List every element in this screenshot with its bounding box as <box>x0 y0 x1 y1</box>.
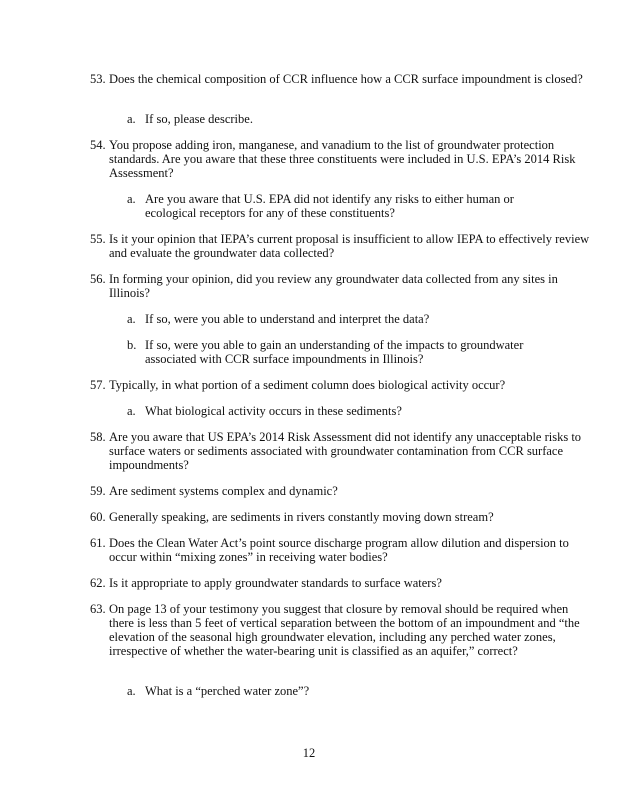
question-number: 61. <box>90 536 106 550</box>
question-number: 60. <box>90 510 106 524</box>
question-number: 56. <box>90 272 106 286</box>
question-text: Typically, in what portion of a sediment column does biological activity occur? <box>109 378 506 392</box>
subquestion-63a <box>127 684 557 698</box>
page-number: 12 <box>302 746 316 760</box>
subquestion-letter: a. <box>127 192 136 206</box>
question-number: 59. <box>90 484 106 498</box>
question-text: Is it your opinion that IEPA’s current proposal is insufficient to allow IEPA to effectively review and evaluate the groundwater data collected? <box>109 232 590 260</box>
subquestion-text: What biological activity occurs in these sediments? <box>145 404 402 418</box>
subquestion-54a <box>127 192 557 220</box>
subquestion-56a <box>127 312 557 326</box>
question-text: Are you aware that US EPA’s 2014 Risk Assessment did not identify any unacceptable risks to surface waters or sediments associated with groundwater contamination from CCR surface impoundments? <box>109 430 582 472</box>
question-number: 54. <box>90 138 106 152</box>
subquestion-text: If so, were you able to understand and interpret the data? <box>145 312 430 326</box>
question-57 <box>90 378 590 392</box>
question-56 <box>90 272 590 300</box>
subquestion-letter: a. <box>127 112 136 126</box>
subquestion-letter: b. <box>127 338 137 352</box>
question-number: 53. <box>90 72 106 86</box>
question-text: You propose adding iron, manganese, and vanadium to the list of groundwater protection standards. Are you aware that these three constituents were included in U.S. EPA’s 2014 Risk Assessment? <box>109 138 576 180</box>
question-text: Is it appropriate to apply groundwater standards to surface waters? <box>109 576 442 590</box>
question-text: Are sediment systems complex and dynamic? <box>109 484 338 498</box>
question-63 <box>90 602 590 658</box>
question-54 <box>90 138 590 180</box>
subquestion-text: If so, were you able to gain an understanding of the impacts to groundwater associated with CCR surface impoundments in Illinois? <box>145 338 524 366</box>
subquestion-letter: a. <box>127 684 136 698</box>
question-number: 58. <box>90 430 106 444</box>
question-55 <box>90 232 590 260</box>
subquestion-text: What is a “perched water zone”? <box>145 684 310 698</box>
question-53 <box>90 72 590 86</box>
question-61 <box>90 536 590 564</box>
subquestion-53a <box>127 112 557 126</box>
subquestion-letter: a. <box>127 404 136 418</box>
question-number: 55. <box>90 232 106 246</box>
question-number: 57. <box>90 378 106 392</box>
question-number: 63. <box>90 602 106 616</box>
question-number: 62. <box>90 576 106 590</box>
question-58 <box>90 430 590 472</box>
subquestion-text: Are you aware that U.S. EPA did not identify any risks to either human or ecological receptors for any of these constituents? <box>145 192 514 220</box>
subquestion-57a <box>127 404 557 418</box>
question-text: In forming your opinion, did you review any groundwater data collected from any sites in Illinois? <box>109 272 558 300</box>
subquestion-56b <box>127 338 557 366</box>
question-60 <box>90 510 590 524</box>
question-text: Generally speaking, are sediments in rivers constantly moving down stream? <box>109 510 494 524</box>
question-62 <box>90 576 590 590</box>
question-text: Does the Clean Water Act’s point source discharge program allow dilution and dispersion to occur within “mixing zones” in receiving water bodies? <box>109 536 569 564</box>
question-text: Does the chemical composition of CCR influence how a CCR surface impoundment is closed? <box>109 72 583 86</box>
question-text: On page 13 of your testimony you suggest that closure by removal should be required when there is less than 5 feet of vertical separation between the bottom of an impoundment and “the elevation of the seasonal high groundwater elevation, including any perched water zones, irrespective of whether the water-bearing unit is classified as an aquifer,” correct? <box>109 602 580 658</box>
question-59 <box>90 484 590 498</box>
subquestion-letter: a. <box>127 312 136 326</box>
subquestion-text: If so, please describe. <box>145 112 253 126</box>
